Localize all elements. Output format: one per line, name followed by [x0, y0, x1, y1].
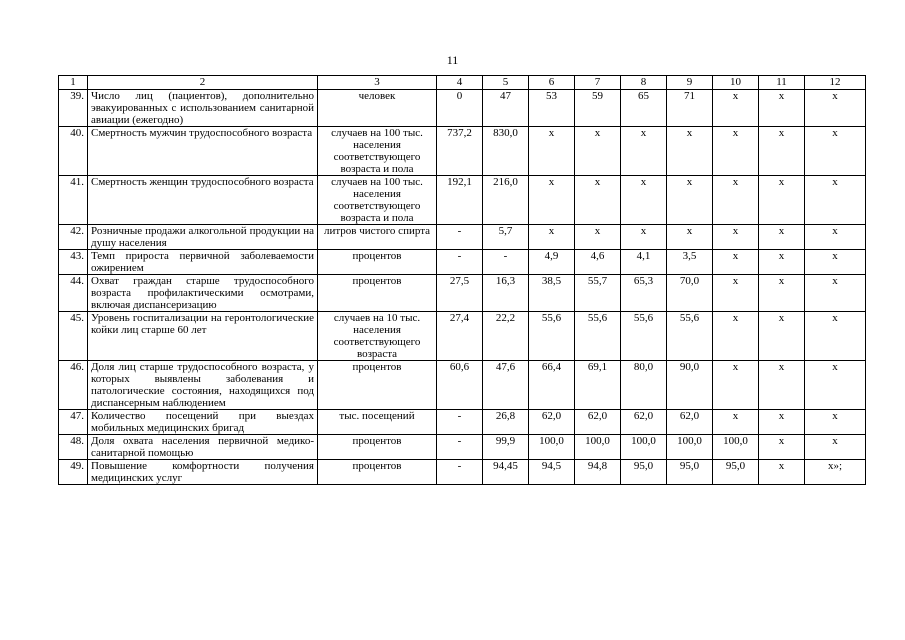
header-row: [59, 76, 866, 90]
value-cell: x: [759, 410, 805, 435]
value-cell: 99,9: [483, 435, 529, 460]
value-cell: 27,4: [437, 312, 483, 361]
unit-of-measure: случаев на 10 тыс. населения соответствующего возраста: [318, 312, 437, 361]
value-cell: 66,4: [529, 361, 575, 410]
value-cell: 3,5: [667, 250, 713, 275]
value-cell: 4,1: [621, 250, 667, 275]
table-row: [59, 176, 866, 225]
value-cell: 16,3: [483, 275, 529, 312]
unit-of-measure: процентов: [318, 460, 437, 485]
value-cell: 90,0: [667, 361, 713, 410]
value-cell: 53: [529, 90, 575, 127]
indicator-name: Уровень госпитализации на геронтологические койки лиц старше 60 лет: [88, 312, 318, 361]
value-cell: x: [805, 435, 866, 460]
table-row: [59, 225, 866, 250]
value-cell: -: [437, 435, 483, 460]
value-cell: x: [805, 250, 866, 275]
row-number: 45.: [59, 312, 88, 361]
value-cell: 80,0: [621, 361, 667, 410]
value-cell: 55,6: [575, 312, 621, 361]
column-header: 3: [318, 76, 437, 90]
value-cell: 192,1: [437, 176, 483, 225]
value-cell: x: [805, 225, 866, 250]
indicator-name: Розничные продажи алкогольной продукции на душу населения: [88, 225, 318, 250]
value-cell: x: [713, 225, 759, 250]
row-number: 43.: [59, 250, 88, 275]
value-cell: x: [805, 275, 866, 312]
value-cell: x: [713, 410, 759, 435]
indicator-name: Смертность женщин трудоспособного возраста: [88, 176, 318, 225]
value-cell: 737,2: [437, 127, 483, 176]
column-header: 5: [483, 76, 529, 90]
value-cell: -: [437, 250, 483, 275]
value-cell: x: [667, 225, 713, 250]
value-cell: x: [805, 90, 866, 127]
value-cell: 4,6: [575, 250, 621, 275]
value-cell: x: [713, 275, 759, 312]
value-cell: 62,0: [529, 410, 575, 435]
value-cell: 94,8: [575, 460, 621, 485]
column-header: 1: [59, 76, 88, 90]
value-cell: x: [575, 176, 621, 225]
value-cell: x: [713, 312, 759, 361]
value-cell: -: [483, 250, 529, 275]
value-cell: 47: [483, 90, 529, 127]
row-number: 48.: [59, 435, 88, 460]
value-cell: x: [805, 410, 866, 435]
row-number: 46.: [59, 361, 88, 410]
value-cell: -: [437, 410, 483, 435]
value-cell: x: [759, 275, 805, 312]
value-cell: 55,6: [529, 312, 575, 361]
value-cell: 71: [667, 90, 713, 127]
value-cell: 62,0: [575, 410, 621, 435]
value-cell: 70,0: [667, 275, 713, 312]
column-header: 4: [437, 76, 483, 90]
value-cell: 60,6: [437, 361, 483, 410]
column-header: 8: [621, 76, 667, 90]
value-cell: 830,0: [483, 127, 529, 176]
value-cell: x: [805, 176, 866, 225]
unit-of-measure: случаев на 100 тыс. населения соответствующего возраста и пола: [318, 176, 437, 225]
table-row: [59, 361, 866, 410]
value-cell: 100,0: [621, 435, 667, 460]
value-cell: 100,0: [667, 435, 713, 460]
table-row: [59, 460, 866, 485]
value-cell: x»;: [805, 460, 866, 485]
row-number: 41.: [59, 176, 88, 225]
value-cell: x: [621, 127, 667, 176]
value-cell: x: [529, 176, 575, 225]
row-number: 42.: [59, 225, 88, 250]
value-cell: 100,0: [575, 435, 621, 460]
value-cell: 4,9: [529, 250, 575, 275]
indicator-name: Смертность мужчин трудоспособного возраста: [88, 127, 318, 176]
value-cell: x: [621, 176, 667, 225]
value-cell: 69,1: [575, 361, 621, 410]
value-cell: x: [805, 127, 866, 176]
table-row: [59, 127, 866, 176]
column-header: 9: [667, 76, 713, 90]
unit-of-measure: процентов: [318, 275, 437, 312]
table-row: [59, 90, 866, 127]
value-cell: 5,7: [483, 225, 529, 250]
value-cell: x: [529, 127, 575, 176]
column-header: 7: [575, 76, 621, 90]
value-cell: x: [759, 176, 805, 225]
value-cell: 22,2: [483, 312, 529, 361]
table-row: [59, 250, 866, 275]
unit-of-measure: литров чистого спирта: [318, 225, 437, 250]
row-number: 40.: [59, 127, 88, 176]
table-row: [59, 275, 866, 312]
table-body: [59, 76, 866, 485]
value-cell: x: [713, 127, 759, 176]
value-cell: 216,0: [483, 176, 529, 225]
value-cell: 59: [575, 90, 621, 127]
unit-of-measure: процентов: [318, 250, 437, 275]
value-cell: x: [529, 225, 575, 250]
value-cell: -: [437, 460, 483, 485]
table-row: [59, 312, 866, 361]
value-cell: 26,8: [483, 410, 529, 435]
value-cell: x: [713, 176, 759, 225]
indicator-name: Охват граждан старше трудоспособного возраста профилактическими осмотрами, включая диспансеризацию: [88, 275, 318, 312]
value-cell: x: [667, 176, 713, 225]
value-cell: 65: [621, 90, 667, 127]
value-cell: x: [805, 361, 866, 410]
value-cell: x: [713, 90, 759, 127]
unit-of-measure: человек: [318, 90, 437, 127]
unit-of-measure: тыс. посещений: [318, 410, 437, 435]
value-cell: x: [713, 361, 759, 410]
value-cell: 0: [437, 90, 483, 127]
unit-of-measure: процентов: [318, 435, 437, 460]
value-cell: 95,0: [713, 460, 759, 485]
value-cell: x: [759, 250, 805, 275]
indicator-name: Число лиц (пациентов), дополнительно эвакуированных с использованием санитарной авиации (ежегодно): [88, 90, 318, 127]
indicator-name: Темп прироста первичной заболеваемости ожирением: [88, 250, 318, 275]
value-cell: x: [759, 127, 805, 176]
table-row: [59, 435, 866, 460]
value-cell: 94,5: [529, 460, 575, 485]
value-cell: x: [667, 127, 713, 176]
row-number: 44.: [59, 275, 88, 312]
value-cell: x: [621, 225, 667, 250]
value-cell: 55,6: [667, 312, 713, 361]
page-number: 11: [446, 53, 459, 67]
column-header: 12: [805, 76, 866, 90]
value-cell: 95,0: [667, 460, 713, 485]
value-cell: x: [759, 435, 805, 460]
value-cell: x: [575, 127, 621, 176]
indicators-table: [58, 75, 866, 485]
unit-of-measure: процентов: [318, 361, 437, 410]
row-number: 39.: [59, 90, 88, 127]
value-cell: 100,0: [529, 435, 575, 460]
value-cell: x: [759, 312, 805, 361]
row-number: 49.: [59, 460, 88, 485]
value-cell: x: [759, 460, 805, 485]
column-header: 10: [713, 76, 759, 90]
indicator-name: Повышение комфортности получения медицинских услуг: [88, 460, 318, 485]
column-header: 2: [88, 76, 318, 90]
value-cell: 62,0: [621, 410, 667, 435]
column-header: 11: [759, 76, 805, 90]
value-cell: 27,5: [437, 275, 483, 312]
unit-of-measure: случаев на 100 тыс. населения соответствующего возраста и пола: [318, 127, 437, 176]
value-cell: x: [759, 225, 805, 250]
value-cell: 38,5: [529, 275, 575, 312]
value-cell: 55,7: [575, 275, 621, 312]
column-header: 6: [529, 76, 575, 90]
indicator-name: Количество посещений при выездах мобильных медицинских бригад: [88, 410, 318, 435]
row-number: 47.: [59, 410, 88, 435]
value-cell: 100,0: [713, 435, 759, 460]
value-cell: -: [437, 225, 483, 250]
indicator-name: Доля лиц старше трудоспособного возраста, у которых выявлены заболевания и патологические состояния, находящихся под диспансерным наблюдением: [88, 361, 318, 410]
value-cell: 47,6: [483, 361, 529, 410]
value-cell: 94,45: [483, 460, 529, 485]
value-cell: x: [575, 225, 621, 250]
value-cell: x: [759, 90, 805, 127]
value-cell: 62,0: [667, 410, 713, 435]
table-row: [59, 410, 866, 435]
value-cell: x: [713, 250, 759, 275]
value-cell: x: [759, 361, 805, 410]
value-cell: 95,0: [621, 460, 667, 485]
value-cell: x: [805, 312, 866, 361]
value-cell: 55,6: [621, 312, 667, 361]
indicator-name: Доля охвата населения первичной медико-санитарной помощью: [88, 435, 318, 460]
value-cell: 65,3: [621, 275, 667, 312]
